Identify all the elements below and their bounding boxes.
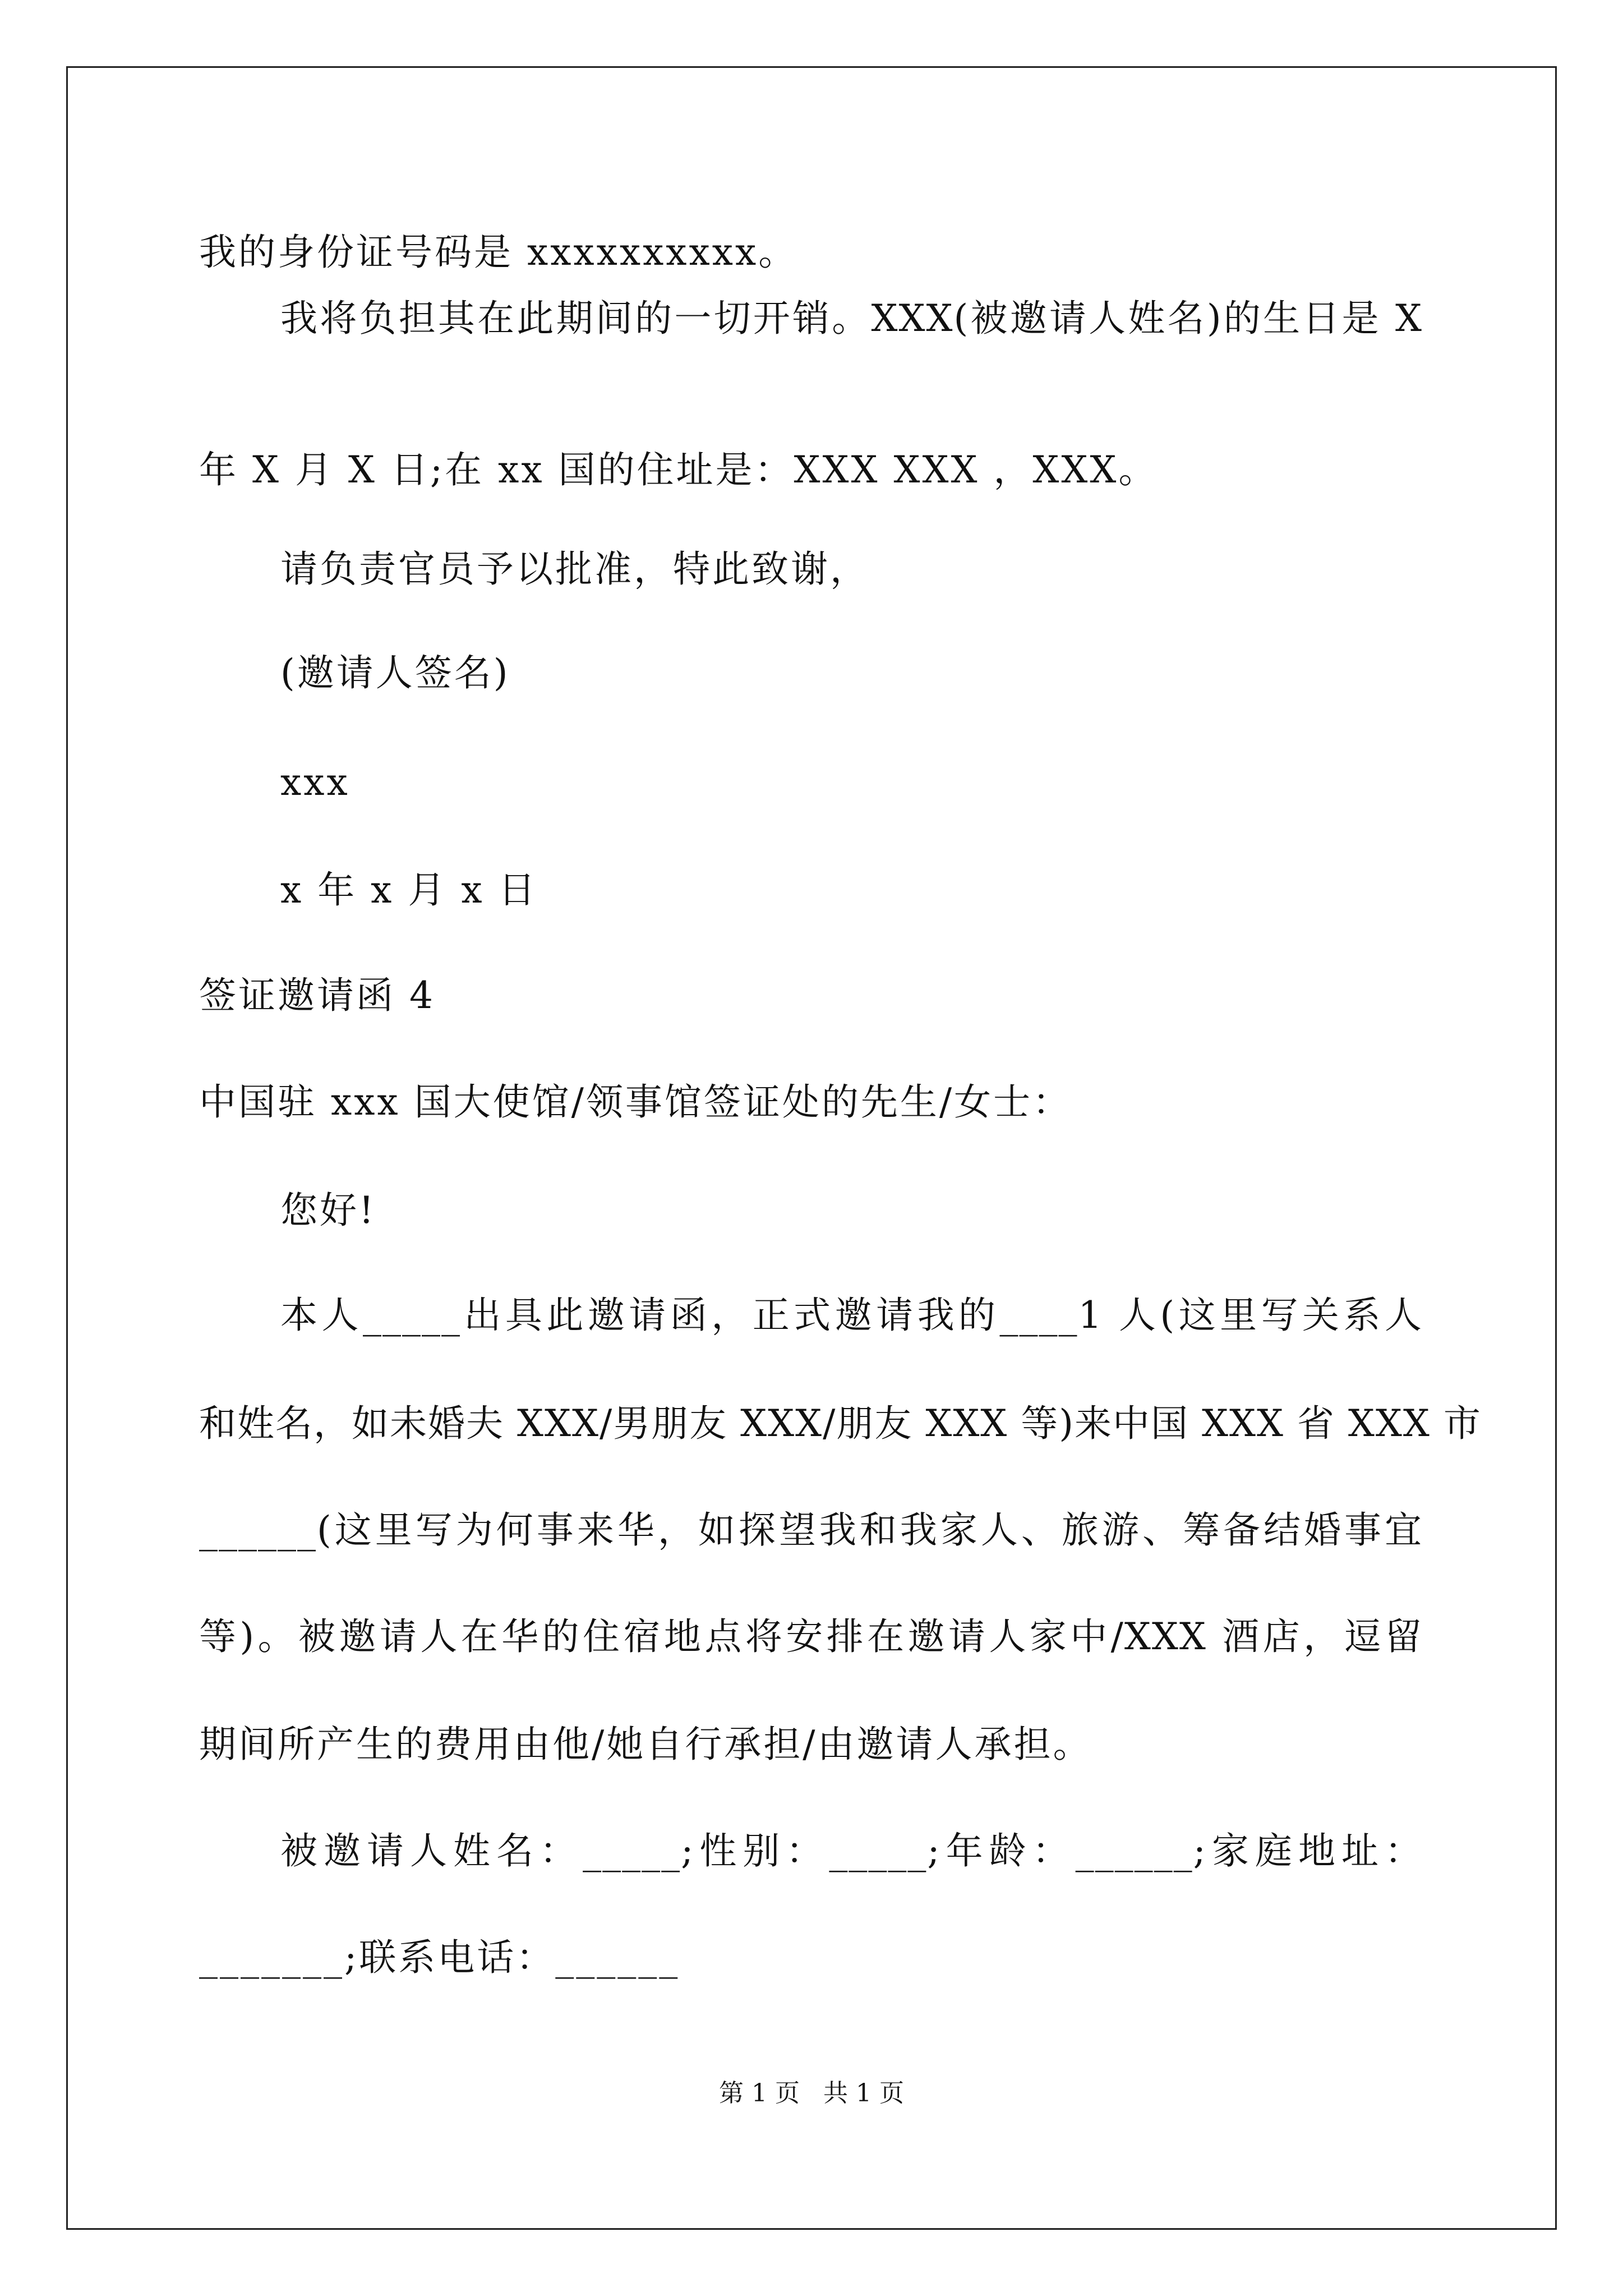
- section-title: 签证邀请函 4: [199, 974, 435, 1017]
- id-number-line: 我的身份证号码是 xxxxxxxxxx。: [199, 231, 798, 274]
- page-border: [66, 66, 1557, 2230]
- invitation-paragraph-line-1: 本人_____出具此邀请函，正式邀请我的____1 人(这里写关系人: [280, 1294, 1423, 1337]
- expense-paragraph-line-2: 年 X 月 X 日;在 xx 国的住址是：XXX XXX ，XXX。: [199, 448, 1158, 491]
- salutation-line: 中国驻 xxx 国大使馆/领事馆签证处的先生/女士：: [199, 1080, 1072, 1124]
- invitee-info-line-2: _______;联系电话：______: [199, 1936, 680, 1979]
- approval-request-line: 请负责官员予以批准，特此致谢，: [280, 547, 869, 591]
- page-footer: 第 1 页 共 1 页: [719, 2079, 904, 2108]
- letter-date: x 年 x 月 x 日: [280, 868, 538, 912]
- invitation-paragraph-line-4: 等)。被邀请人在华的住宿地点将安排在邀请人家中/XXX 酒店，逗留: [199, 1615, 1423, 1658]
- invitee-info-line-1: 被邀请人姓名：_____;性别：_____;年龄：______;家庭地址：: [280, 1829, 1423, 1872]
- invitation-paragraph-line-3: ______(这里写为何事来华，如探望我和我家人、旅游、筹备结婚事宜: [199, 1508, 1423, 1552]
- expense-paragraph-line-1: 我将负担其在此期间的一切开销。XXX(被邀请人姓名)的生日是 X: [280, 297, 1423, 340]
- signature-label: (邀请人签名): [280, 651, 510, 694]
- signer-name: xxx: [280, 761, 350, 804]
- greeting-line: 您好!: [280, 1189, 376, 1232]
- invitation-paragraph-line-5: 期间所产生的费用由他/她自行承担/由邀请人承担。: [199, 1723, 1092, 1766]
- invitation-paragraph-line-2: 和姓名，如未婚夫 XXX/男朋友 XXX/朋友 XXX 等)来中国 XXX 省 XXX 市: [199, 1402, 1482, 1445]
